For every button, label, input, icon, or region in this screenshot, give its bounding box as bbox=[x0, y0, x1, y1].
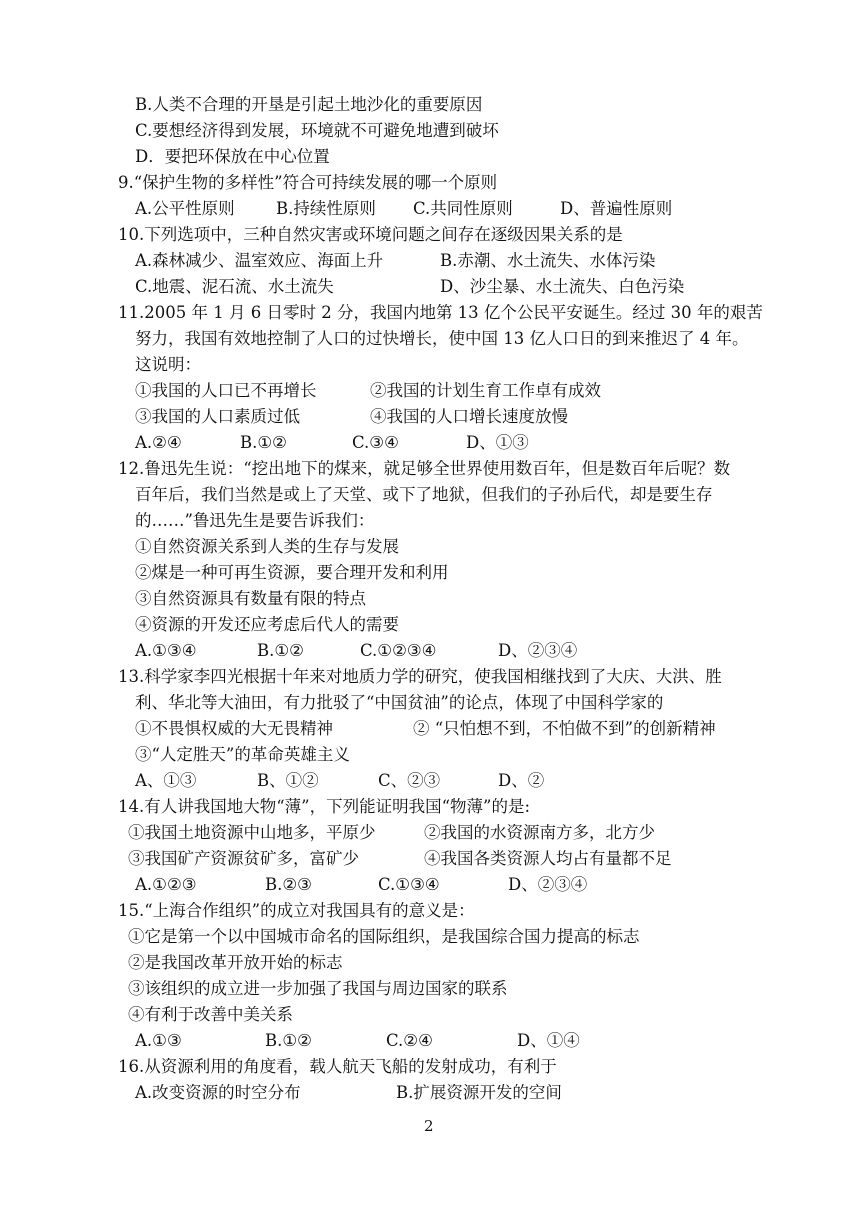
q12-statement-2: ②煤是一种可再生资源，要合理开发和利用 bbox=[135, 563, 449, 582]
q11-statement-3: ③我国的人口素质过低 bbox=[135, 407, 300, 426]
q16-option-a: A.改变资源的时空分布 bbox=[135, 1083, 301, 1102]
q9-option-c: C.共同性原则 bbox=[413, 199, 513, 218]
q14-option-d: D、②③④ bbox=[508, 875, 588, 894]
q16-option-b: B.扩展资源开发的空间 bbox=[396, 1083, 562, 1102]
q11-statement-2: ②我国的计划生育工作卓有成效 bbox=[370, 381, 601, 400]
q12-stem-line2: 百年后，我们当然是或上了天堂、或下了地狱，但我们的子孙后代，却是要生存 bbox=[135, 485, 713, 504]
q14-option-c: C.①③④ bbox=[378, 875, 440, 894]
q14-statement-3: ③我国矿产资源贫矿多，富矿少 bbox=[128, 849, 359, 868]
q10-stem: 10.下列选项中，三种自然灾害或环境问题之间存在逐级因果关系的是 bbox=[118, 225, 623, 244]
q8-option-b: B.人类不合理的开垦是引起土地沙化的重要原因 bbox=[135, 95, 483, 114]
q11-option-d: D、①③ bbox=[466, 433, 529, 452]
q15-statement-2: ②是我国改革开放开始的标志 bbox=[128, 953, 343, 972]
q10-option-b: B.赤潮、水土流失、水体污染 bbox=[440, 251, 656, 270]
q13-option-c: C、②③ bbox=[378, 771, 441, 790]
q12-option-d: D、②③④ bbox=[498, 641, 578, 660]
q14-statement-4: ④我国各类资源人均占有量都不足 bbox=[424, 849, 672, 868]
q12-stem-line3: 的……”鲁迅先生是要告诉我们： bbox=[135, 511, 375, 530]
q13-option-d: D、② bbox=[498, 771, 545, 790]
q9-option-a: A.公平性原则 bbox=[135, 199, 235, 218]
q11-statement-1: ①我国的人口已不再增长 bbox=[135, 381, 317, 400]
q13-statement-3: ③“人定胜天”的革命英雄主义 bbox=[135, 745, 350, 764]
q14-option-a: A.①②③ bbox=[135, 875, 197, 894]
q16-stem: 16.从资源利用的角度看，载人航天飞船的发射成功，有利于 bbox=[118, 1057, 557, 1076]
q14-statement-2: ②我国的水资源南方多，北方少 bbox=[424, 823, 655, 842]
q15-option-c: C.②④ bbox=[386, 1031, 433, 1050]
q10-option-d: D、沙尘暴、水土流失、白色污染 bbox=[440, 277, 685, 296]
q12-option-a: A.①③④ bbox=[135, 641, 197, 660]
q14-statement-1: ①我国土地资源中山地多，平原少 bbox=[128, 823, 376, 842]
q13-stem-line1: 13.科学家李四光根据十年来对地质力学的研究，使我国相继找到了大庆、大洪、胜 bbox=[118, 667, 722, 686]
q10-option-c: C.地震、泥石流、水土流失 bbox=[135, 277, 334, 296]
q9-option-b: B.持续性原则 bbox=[276, 199, 376, 218]
q8-option-c: C.要想经济得到发展，环境就不可避免地遭到破坏 bbox=[135, 121, 499, 140]
q11-option-c: C.③④ bbox=[352, 433, 399, 452]
q14-option-b: B.②③ bbox=[265, 875, 312, 894]
q15-statement-4: ④有利于改善中美关系 bbox=[128, 1005, 293, 1024]
q13-option-b: B、①② bbox=[257, 771, 319, 790]
page-number: 2 bbox=[424, 1117, 434, 1135]
q11-stem-line1: 11.2005 年 1 月 6 日零时 2 分，我国内地第 13 亿个公民平安诞生。经过 30 年的艰苦 bbox=[118, 303, 763, 322]
q13-statement-2: ② “只怕想不到，不怕做不到”的创新精神 bbox=[413, 719, 716, 738]
q11-option-a: A.②④ bbox=[135, 433, 182, 452]
q15-option-d: D、①④ bbox=[517, 1031, 580, 1050]
q12-statement-3: ③自然资源具有数量有限的特点 bbox=[135, 589, 366, 608]
q12-statement-1: ①自然资源关系到人类的生存与发展 bbox=[135, 537, 399, 556]
q13-option-a: A、①③ bbox=[135, 771, 197, 790]
q10-option-a: A.森林减少、温室效应、海面上升 bbox=[135, 251, 384, 270]
q11-statement-4: ④我国的人口增长速度放慢 bbox=[370, 407, 568, 426]
q8-option-d: D．要把环保放在中心位置 bbox=[135, 147, 330, 166]
q13-statement-1: ①不畏惧权威的大无畏精神 bbox=[135, 719, 333, 738]
q12-option-c: C.①②③④ bbox=[360, 641, 437, 660]
q12-statement-4: ④资源的开发还应考虑后代人的需要 bbox=[135, 615, 399, 634]
q9-option-d: D、普遍性原则 bbox=[560, 199, 673, 218]
q14-stem: 14.有人讲我国地大物“薄”，下列能证明我国“物薄”的是: bbox=[118, 797, 531, 816]
q11-stem-line3: 这说明： bbox=[135, 355, 201, 374]
q15-stem: 15.“上海合作组织”的成立对我国具有的意义是： bbox=[118, 901, 475, 920]
q11-option-b: B.①② bbox=[240, 433, 287, 452]
q12-stem-line1: 12.鲁迅先生说：“挖出地下的煤来，就足够全世界使用数百年，但是数百年后呢？数 bbox=[118, 459, 731, 478]
q15-statement-1: ①它是第一个以中国城市命名的国际组织，是我国综合国力提高的标志 bbox=[128, 927, 640, 946]
q15-option-b: B.①② bbox=[265, 1031, 312, 1050]
q9-stem: 9.“保护生物的多样性”符合可持续发展的哪一个原则 bbox=[118, 173, 498, 192]
q15-option-a: A.①③ bbox=[135, 1031, 182, 1050]
q13-stem-line2: 利、华北等大油田，有力批驳了“中国贫油”的论点，体现了中国科学家的 bbox=[135, 693, 664, 712]
q15-statement-3: ③该组织的成立进一步加强了我国与周边国家的联系 bbox=[128, 979, 508, 998]
q12-option-b: B.①② bbox=[257, 641, 304, 660]
q11-stem-line2: 努力，我国有效地控制了人口的过快增长，使中国 13 亿人口日的到来推迟了 4 年。 bbox=[135, 329, 749, 348]
